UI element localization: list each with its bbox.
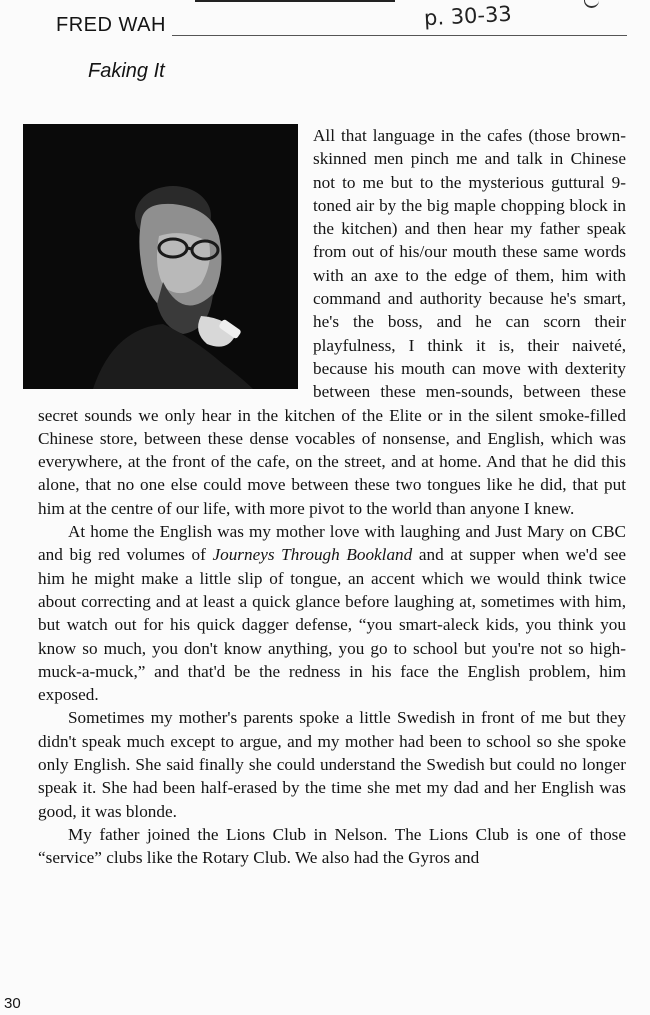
top-edge-mark — [195, 0, 395, 7]
paragraph-3: Sometimes my mother's parents spoke a little Swedish in front of me but they didn't speak much except to argue, and my mother had been to school so she spoke only English. She said finally she could understand the Swedish but could no longer speak it. She had been half-erased by the time she met my dad and her English was good, it was blonde. — [38, 708, 626, 821]
paragraph-4: My father joined the Lions Club in Nelson. The Lions Club is one of those “service” clubs like the Rotary Club. We also had the Gyros and — [38, 824, 626, 868]
paragraph-2 — [38, 520, 626, 706]
running-head-rule — [172, 35, 627, 36]
body-text — [38, 124, 626, 870]
book-title-italic: Journeys Through Bookland — [212, 545, 413, 565]
running-head-author: FRED WAH — [56, 14, 166, 36]
paragraph-2-end: and at supper when we'd see him he might make a little slip of tongue, an accent which we would think twice about correcting and at least a quick glance before laughing at, sometimes with him, but watch out for his quick dagger defense, “you smart-aleck kids, you think you know so much, you don't know anything, you go to school but you're not so high-muck-a-muck,” and that'd be the redness in his face the English problem, him exposed. — [38, 545, 626, 705]
handwritten-page-note: p. 30-33 — [423, 1, 513, 31]
top-edge-scribble — [584, 0, 599, 8]
paragraph-1: All that language in the cafes (those brown-skinned men pinch me and talk in Chinese not to me but to the mysterious guttural 9-toned air by the big maple chopping block in the kitchen) and then hear my father speak from out of his/our mouth these same words with an axe to the edge of them, him with command and authority because he's smart, he's the boss, and he can scorn their playfulness, I think it is, their naiveté, because his mouth can move with dexterity between these men-sounds, between these secret sounds we only hear in the kitchen of the Elite or in the silent smoke-filled Chinese store, between these dense vocables of nonsense, and English, which was everywhere, at the front of the cafe, on the street, and at home. And that he did this alone, that no one else could move between these two tongues like he did, that put him at the centre of our life, with more pivot to the world than anyone I knew. — [38, 126, 626, 518]
page-number: 30 — [4, 995, 21, 1012]
piece-title: Faking It — [88, 60, 165, 82]
paragraph-2-start: At home the English was my mother love with laughing and Just Mary on CBC and big red volumes of — [38, 522, 626, 565]
